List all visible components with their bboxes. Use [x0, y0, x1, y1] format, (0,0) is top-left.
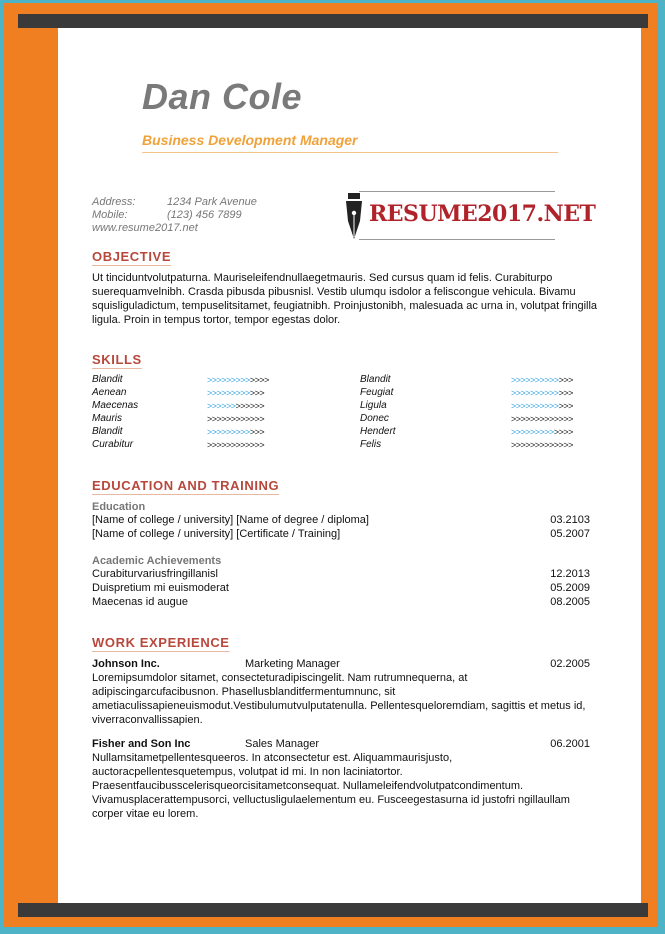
candidate-name: Dan Cole: [142, 76, 303, 117]
skill-rating-arrows: [511, 440, 573, 450]
skill-name: Aenean: [92, 387, 127, 398]
skill-rating-filled: >>>>>>>>>>: [511, 375, 559, 385]
fountain-pen-icon: [343, 191, 365, 241]
skill-name: Curabitur: [92, 439, 134, 450]
objective-heading: OBJECTIVE: [92, 249, 172, 264]
website-value: www.resume2017.net: [92, 222, 198, 234]
skill-rating-arrows: [207, 388, 264, 398]
logo-bottom-rule: [359, 239, 555, 240]
contact-block: [92, 196, 257, 235]
skill-name: Hendert: [360, 426, 396, 437]
top-dark-bar: [18, 14, 648, 28]
education-row: [92, 514, 590, 528]
skill-name: Maecenas: [92, 400, 139, 411]
job-header-row: [92, 658, 590, 672]
company-name: Fisher and Son Inc: [92, 738, 191, 750]
skill-rating-arrows: [511, 414, 573, 424]
objective-text: Ut tinciduntvolutpaturna. Mauriseleifendnullaegetmauris. Sed cursus quam id felis. Curabiturpo suerequamvelnibh. Crasda pibusda pibusnisl. Vestib ulumqu isdolor a feliscongue vehicula. Bivamu squisliguladictum, tempuselitsitamet, feugiatnibh. Proinjustonibh, malesuada ac urna in, volutpat fringilla ligula. Proin in tempus tortor, tempor egestas dolor.: [92, 272, 598, 326]
skill-name: Blandit: [92, 426, 123, 437]
achievement-entry: Curabiturvariusfringillanisl: [92, 568, 218, 580]
title-divider: [142, 152, 558, 153]
skill-rating-rest: >>>>>>>>>>>>: [207, 440, 265, 450]
achievement-date: 08.2005: [550, 596, 590, 608]
job-date: 06.2001: [550, 738, 590, 750]
job-description: Loremipsumdolor sitamet, consecteturadipiscingelit. Nam rutrumnequerna, at adipiscingarcufacibusnon. Phasellusblanditfermentumnunc, sit ametiaculissapieneuismodut.Vestibulumutvulputatenulla. Pellentesqueloremdiam, sagittis et metus id, viverraconvallissapien.: [92, 672, 586, 726]
address-label: Address:: [92, 196, 136, 208]
job-description: Nullamsitametpellentesqueeros. In atconsectetur est. Aliquammaurisjusto, auctoracpellentesquetempus, volutpat id mi. In non laciniatortor. Praesentfaucibusscelerisqueorcisitametconsequat. Nullameleifendvolutpatcondimentum. Vivamusplacerattempusorci, velluctusligulaelementum eu. Fusceegestasurna id justofri ngillaullam corper vitae eu lorem.: [92, 752, 570, 820]
skill-rating-rest: >>>>>>>>>>>>: [207, 414, 265, 424]
work-heading: WORK EXPERIENCE: [92, 635, 230, 650]
skill-rating-filled: >>>>>>>>>: [207, 388, 250, 398]
skill-rating-arrows: [511, 401, 573, 411]
skill-rating-rest: >>>: [558, 388, 573, 398]
education-row: [92, 528, 590, 542]
skill-rating-arrows: [207, 414, 264, 424]
skill-name: Feugiat: [360, 387, 394, 398]
bottom-dark-bar: [18, 903, 648, 917]
education-entry: [Name of college / university] [Certificate / Training]: [92, 528, 341, 540]
mobile-label: Mobile:: [92, 209, 128, 221]
skill-rating-arrows: [207, 375, 269, 385]
achievement-entry: Maecenas id augue: [92, 596, 189, 608]
skill-rating-rest: >>>: [249, 388, 265, 398]
resume-logo: [343, 191, 596, 241]
logo-text: RESUME2017.NET: [369, 201, 596, 227]
skill-rating-arrows: [207, 427, 264, 437]
skill-rating-filled: >>>>>>>>>: [207, 427, 250, 437]
job-date: 02.2005: [550, 658, 590, 670]
skill-rating-arrows: [207, 401, 264, 411]
education-heading: EDUCATION AND TRAINING: [92, 478, 280, 493]
skill-name: Blandit: [360, 374, 391, 385]
skill-rating-rest: >>>>>>>>>>>>>: [511, 440, 573, 450]
skill-rating-rest: >>>: [558, 401, 573, 411]
job-role: Sales Manager: [245, 738, 319, 750]
education-entry: [Name of college / university] [Name of degree / diploma]: [92, 514, 369, 526]
skill-rating-filled: >>>>>>>>>>: [511, 401, 559, 411]
skill-rating-arrows: [207, 440, 264, 450]
mobile-value: (123) 456 7899: [167, 209, 242, 221]
skill-rating-arrows: [511, 388, 573, 398]
address-value: 1234 Park Avenue: [167, 196, 257, 208]
job-title: Business Development Manager: [142, 132, 358, 148]
left-accent-bar: [18, 28, 58, 903]
skill-name: Mauris: [92, 413, 123, 424]
job-role: Marketing Manager: [245, 658, 340, 670]
skill-rating-rest: >>>>: [249, 375, 269, 385]
achievement-row: [92, 582, 590, 596]
achievement-row: [92, 568, 590, 582]
skill-name: Blandit: [92, 374, 123, 385]
education-date: 05.2007: [550, 528, 590, 540]
skill-rating-arrows: [511, 375, 573, 385]
logo-top-rule: [359, 191, 555, 192]
skill-rating-rest: >>>>>>>>>>>>>: [511, 414, 573, 424]
skill-rating-rest: >>>: [558, 375, 573, 385]
skill-name: Felis: [360, 439, 382, 450]
job-header-row: [92, 738, 590, 752]
skill-name: Ligula: [360, 400, 387, 411]
skill-rating-filled: >>>>>>>>>: [511, 427, 554, 437]
achievement-row: [92, 596, 590, 610]
resume-page: [58, 28, 641, 903]
skill-rating-rest: >>>: [249, 427, 265, 437]
company-name: Johnson Inc.: [92, 658, 160, 670]
achievement-date: 12.2013: [550, 568, 590, 580]
skill-rating-filled: >>>>>>>>>: [207, 375, 250, 385]
skills-heading: SKILLS: [92, 352, 142, 367]
skill-rating-filled: >>>>>>: [207, 401, 236, 411]
skill-rating-rest: >>>>>>: [235, 401, 265, 411]
skill-rating-rest: >>>>: [553, 427, 573, 437]
skill-rating-filled: >>>>>>>>>>: [511, 388, 559, 398]
education-subheading: Education: [92, 501, 146, 513]
achievement-date: 05.2009: [550, 582, 590, 594]
skill-rating-arrows: [511, 427, 573, 437]
achievement-entry: Duispretium mi euismoderat: [92, 582, 229, 594]
skill-name: Donec: [360, 413, 389, 424]
education-date: 03.2103: [550, 514, 590, 526]
achievements-subheading: Academic Achievements: [92, 555, 222, 567]
